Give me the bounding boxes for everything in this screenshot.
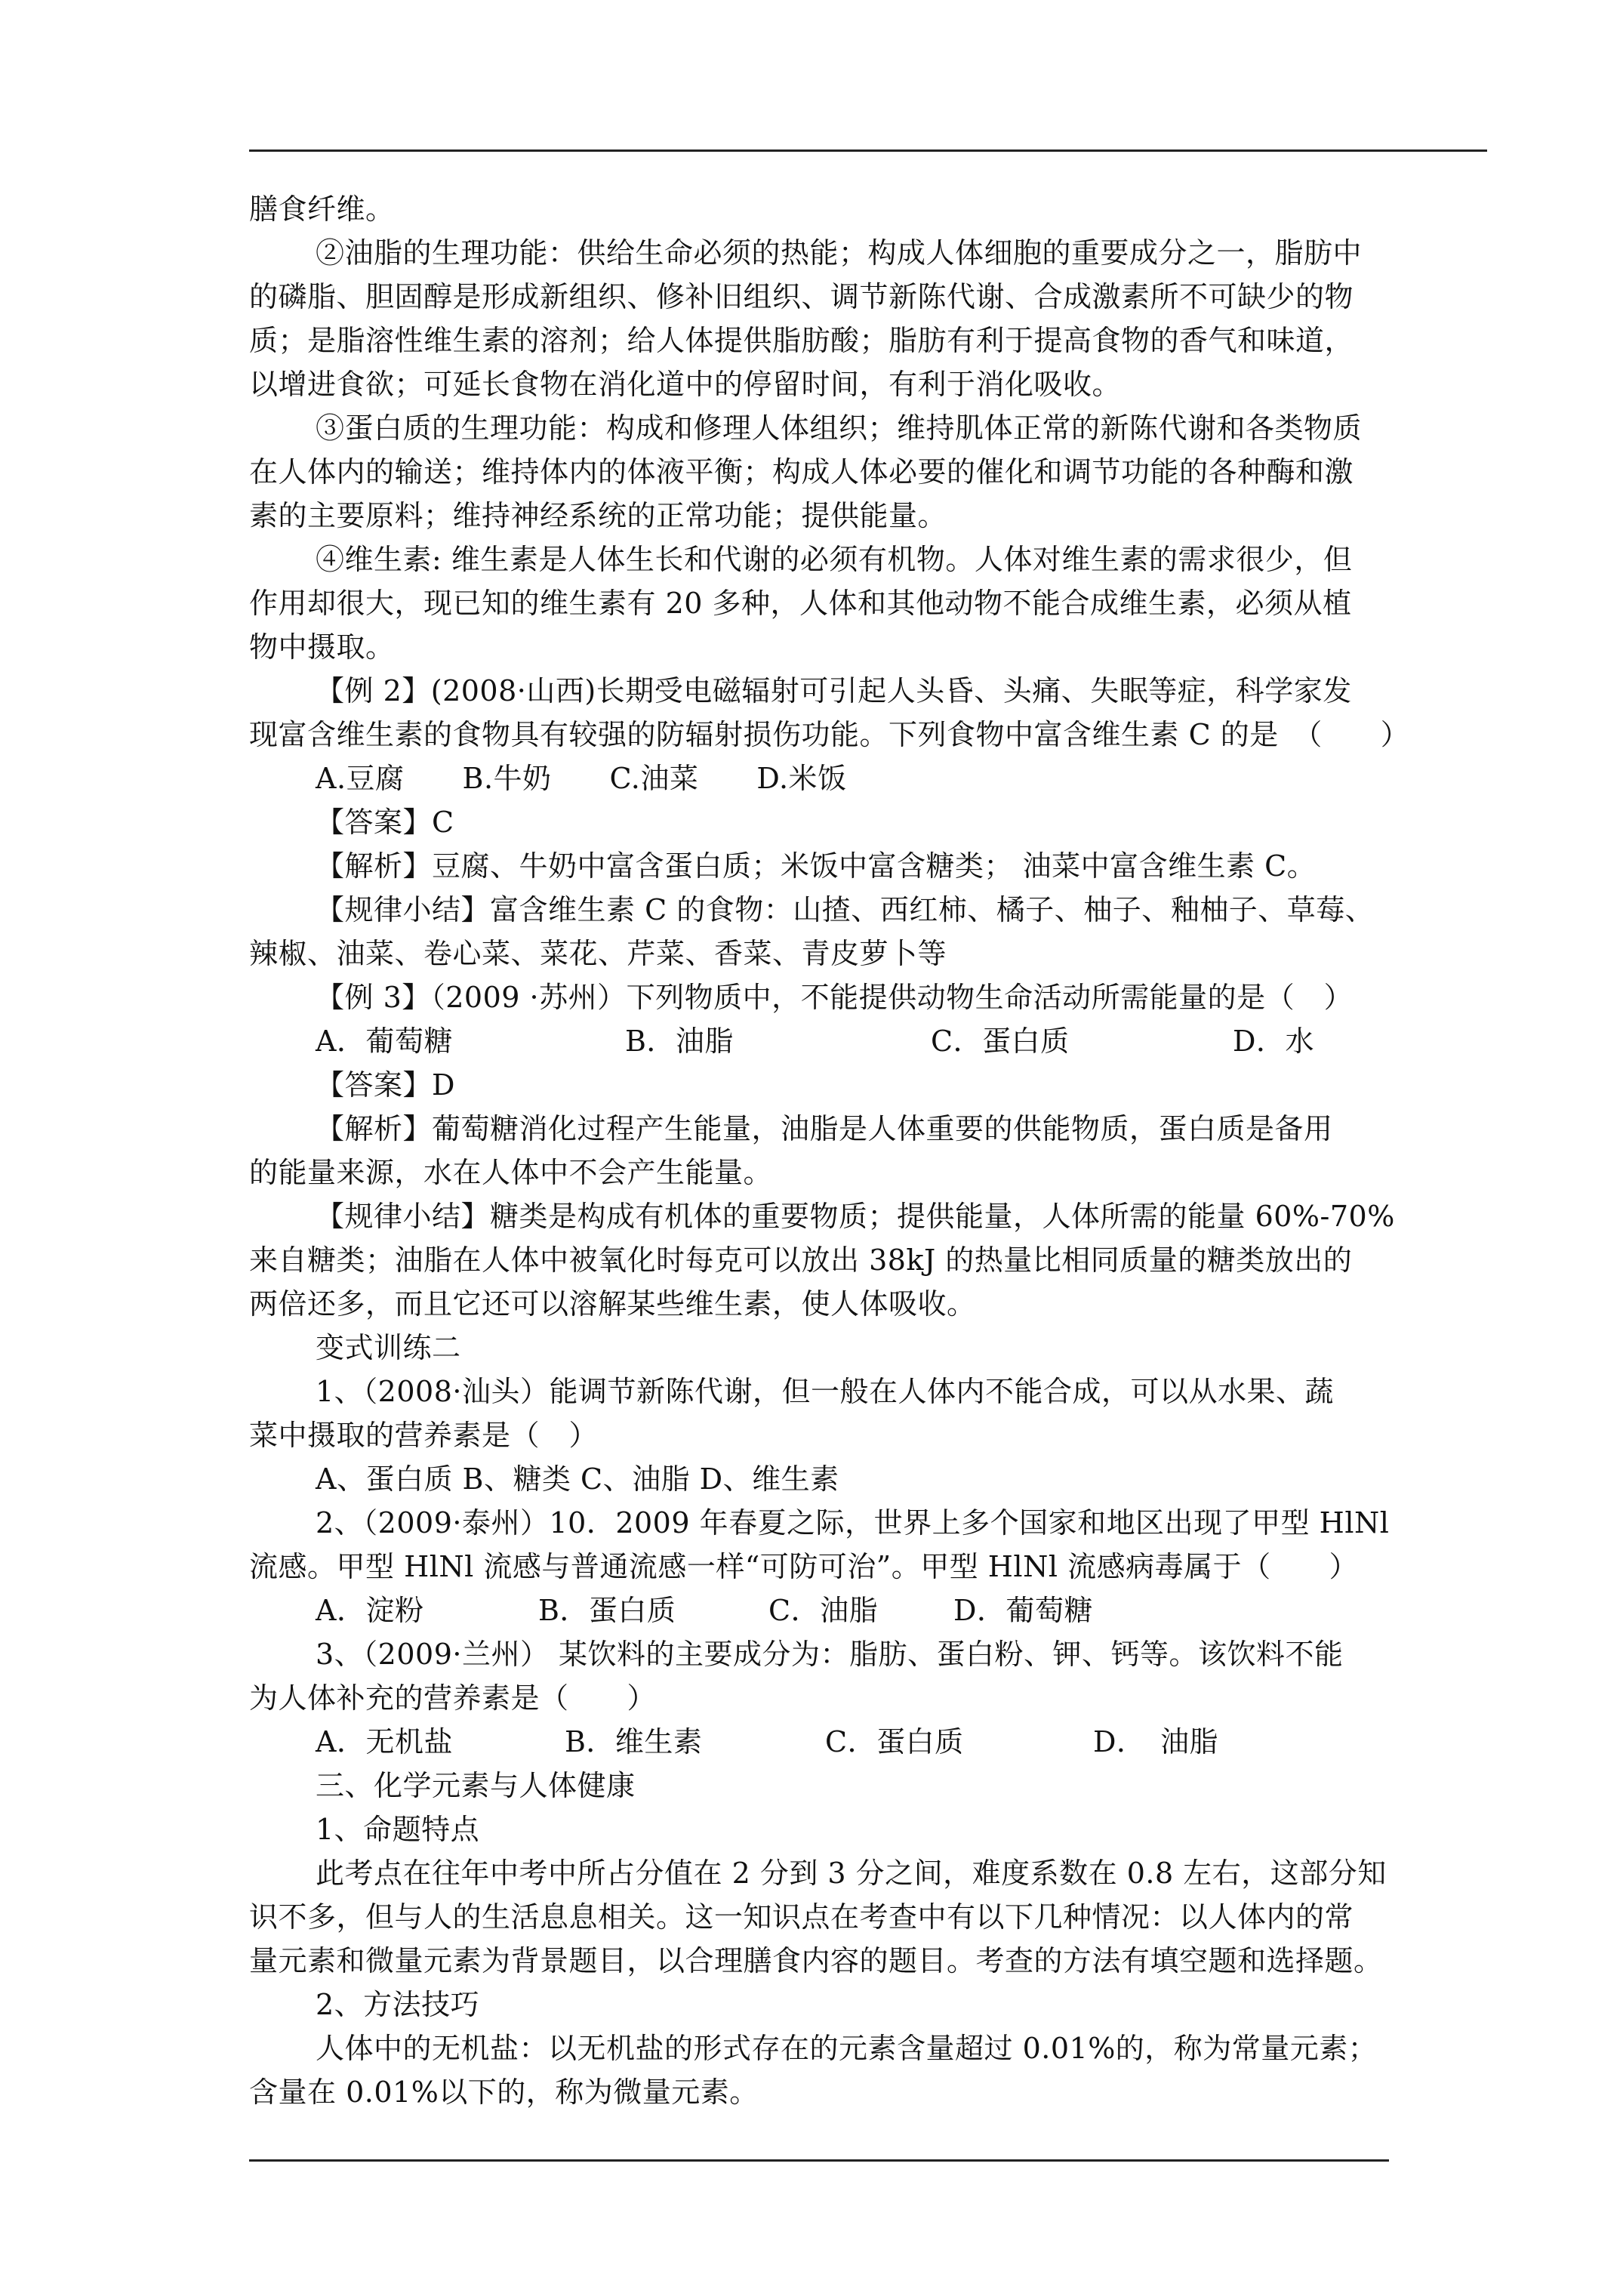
text-line: 现富含维生素的食物具有较强的防辐射损伤功能。下列食物中富含维生素 C 的是 （ ） [249, 718, 1410, 751]
text-line: 膳食纤维。 [249, 193, 395, 226]
text-line: 两倍还多，而且它还可以溶解某些维生素，使人体吸收。 [249, 1287, 976, 1321]
question-2: 2、（2009·泰州）10．2009 年春夏之际，世界上多个国家和地区出现了甲型 HlNl [316, 1506, 1390, 1539]
text-line: 识不多，但与人的生活息息相关。这一知识点在考查中有以下几种情况：以人体内的常 [249, 1900, 1354, 1934]
question-2-options [249, 1589, 1487, 1632]
option-a: A．淀粉 [316, 1594, 424, 1627]
section-heading: 三、化学元素与人体健康 [316, 1769, 636, 1802]
text-line: 含量在 0.01%以下的，称为微量元素。 [249, 2076, 759, 2109]
option-a: A．无机盐 [316, 1725, 453, 1758]
header-rule [249, 149, 1487, 152]
question-1: 1、（2008·汕头）能调节新陈代谢，但一般在人体内不能合成，可以从水果、蔬 [316, 1375, 1334, 1408]
text-line: 为人体补充的营养素是（ ） [249, 1681, 657, 1715]
document-body [249, 187, 1487, 2114]
summary-line: 【规律小结】糖类是构成有机体的重要物质；提供能量，人体所需的能量 60%-70% [316, 1200, 1395, 1233]
text-line: 在人体内的输送；维持体内的体液平衡；构成人体必要的催化和调节功能的各种酶和激 [249, 455, 1354, 488]
text-line: 的能量来源，水在人体中不会产生能量。 [249, 1156, 773, 1189]
text-line: ③蛋白质的生理功能：构成和修理人体组织；维持肌体正常的新陈代谢和各类物质 [316, 411, 1363, 445]
text-line: ②油脂的生理功能：供给生命必须的热能；构成人体细胞的重要成分之一，脂肪中 [316, 236, 1363, 270]
footer-rule [249, 2159, 1389, 2162]
subsection-heading: 1、命题特点 [316, 1813, 480, 1846]
option-a: A．葡萄糖 [316, 1025, 453, 1058]
option-b: B．蛋白质 [538, 1594, 676, 1627]
text-line: 人体中的无机盐：以无机盐的形式存在的元素含量超过 0.01%的，称为常量元素； [316, 2032, 1378, 2065]
exercise-heading: 变式训练二 [316, 1331, 461, 1364]
text-line: 质；是脂溶性维生素的溶剂；给人体提供脂肪酸；脂肪有利于提高食物的香气和味道， [249, 324, 1354, 357]
option-b: B．油脂 [625, 1025, 734, 1058]
option-b: B．维生素 [565, 1725, 703, 1758]
example-3-options [249, 1019, 1487, 1063]
example-2-heading: 【例 2】(2008·山西)长期受电磁辐射可引起人头昏、头痛、失眠等症，科学家发 [316, 674, 1352, 707]
example-2-options: A.豆腐 B.牛奶 C.油菜 D.米饭 [316, 762, 847, 795]
option-d: D．水 [1233, 1025, 1314, 1058]
analysis-line: 【解析】豆腐、牛奶中富含蛋白质；米饭中富含糖类； 油菜中富含维生素 C。 [316, 849, 1317, 883]
option-d: D．葡萄糖 [953, 1594, 1093, 1627]
text-line: 量元素和微量元素为背景题目，以合理膳食内容的题目。考查的方法有填空题和选择题。 [249, 1944, 1383, 1977]
question-3-options [249, 1720, 1487, 1764]
option-d: D． 油脂 [1093, 1725, 1218, 1758]
answer-line: 【答案】C [316, 806, 454, 839]
option-c: C．油脂 [768, 1594, 879, 1627]
analysis-line: 【解析】葡萄糖消化过程产生能量，油脂是人体重要的供能物质，蛋白质是备用 [316, 1112, 1333, 1145]
text-line: 素的主要原料；维持神经系统的正常功能；提供能量。 [249, 499, 947, 532]
text-line: 辣椒、油菜、卷心菜、菜花、芹菜、香菜、青皮萝卜等 [249, 937, 947, 970]
question-1-options: A、蛋白质 B、糖类 C、油脂 D、维生素 [316, 1462, 839, 1496]
text-line: 的磷脂、胆固醇是形成新组织、修补旧组织、调节新陈代谢、合成激素所不可缺少的物 [249, 280, 1354, 313]
subsection-heading: 2、方法技巧 [316, 1988, 480, 2021]
text-line: 此考点在往年中考中所占分值在 2 分到 3 分之间，难度系数在 0.8 左右，这部分知 [316, 1857, 1387, 1890]
answer-line: 【答案】D [316, 1068, 455, 1102]
text-line: ④维生素: 维生素是人体生长和代谢的必须有机物。人体对维生素的需求很少，但 [316, 543, 1353, 576]
question-3: 3、（2009·兰州） 某饮料的主要成分为：脂肪、蛋白粉、钾、钙等。该饮料不能 [316, 1638, 1344, 1671]
text-line: 以增进食欲；可延长食物在消化道中的停留时间，有利于消化吸收。 [249, 368, 1122, 401]
text-line: 作用却很大，现已知的维生素有 20 多种，人体和其他动物不能合成维生素，必须从植 [249, 587, 1352, 620]
text-line: 流感。甲型 HlNl 流感与普通流感一样“可防可治”。甲型 HlNl 流感病毒属于（ ） [249, 1550, 1359, 1583]
option-c: C．蛋白质 [825, 1725, 964, 1758]
text-line: 物中摄取。 [249, 630, 395, 664]
text-line: 来自糖类；油脂在人体中被氧化时每克可以放出 38kJ 的热量比相同质量的糖类放出的 [249, 1244, 1353, 1277]
example-3-heading: 【例 3】（2009 ·苏州）下列物质中，不能提供动物生命活动所需能量的是（ ） [316, 981, 1354, 1014]
summary-line: 【规律小结】富含维生素 C 的食物：山揸、西红柿、橘子、柚子、釉柚子、草莓、 [316, 893, 1375, 926]
option-c: C．蛋白质 [931, 1025, 1070, 1058]
text-line: 菜中摄取的营养素是（ ） [249, 1419, 599, 1452]
